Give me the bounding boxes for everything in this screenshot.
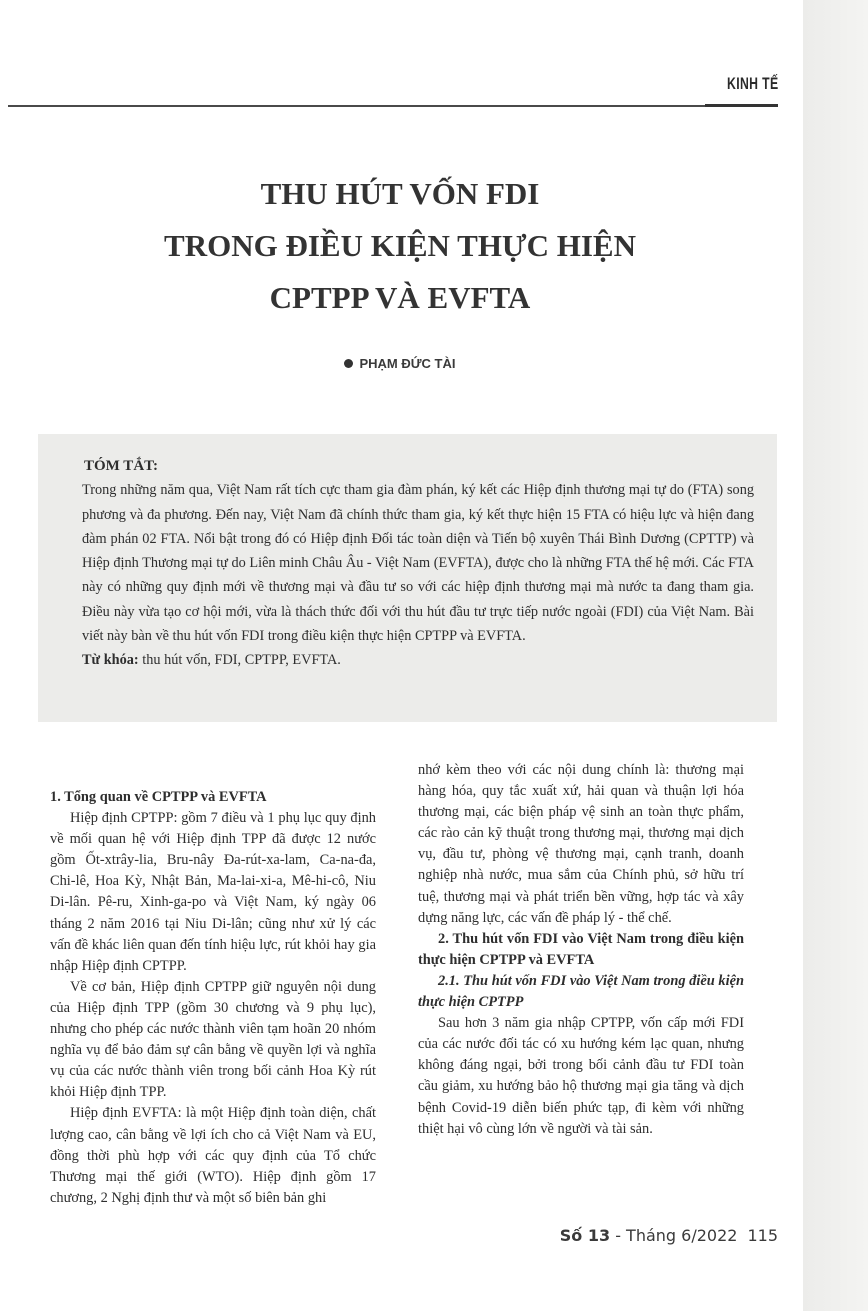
abstract-keywords xyxy=(82,648,754,672)
page-number: 115 xyxy=(747,1226,778,1245)
keywords-value: thu hút vốn, FDI, CPTPP, EVFTA. xyxy=(138,652,341,669)
section-label: KINH TẾ xyxy=(726,74,778,93)
keywords-label: Từ khóa: xyxy=(82,652,139,669)
body-column-left xyxy=(50,787,376,1209)
abstract-box xyxy=(38,434,777,722)
title-line-1: THU HÚT VỐN FDI xyxy=(260,176,540,211)
abstract-text: Trong những năm qua, Việt Nam rất tích cực tham gia đàm phán, ký kết các Hiệp định thương mại tự do (FTA) song phương và đa phương. Đến nay, Việt Nam đã chính thức tham gia, ký kết thực hiện 15 FTA có hiệu lực và hiện đang đàm phán 02 FTA. Nổi bật trong đó có Hiệp định Đối tác toàn diện và Tiến bộ xuyên Thái Bình Dương (CPTTP) và Hiệp định Thương mại tự do Liên minh Châu Âu - Việt Nam (EVFTA), được cho là những FTA thế hệ mới. Các FTA này có những quy định mới về thương mại và đầu tư so với các hiệp định thương mại mà nước ta đang tham gia. Điều này vừa tạo cơ hội mới, vừa là thách thức đối với thu hút đầu tư trực tiếp nước ngoài (FDI) của Việt Nam. Bài viết này bàn về thu hút vốn FDI trong điều kiện thực hiện CPTPP và EVFTA. xyxy=(82,482,754,645)
header-rule-accent xyxy=(705,104,778,107)
author-name: PHẠM ĐỨC TÀI xyxy=(359,356,456,371)
page-gutter xyxy=(803,0,868,1311)
paragraph-cptpp: Hiệp định CPTPP: gồm 7 điều và 1 phụ lục quy định về mối quan hệ với Hiệp định TPP đã được 12 nước gồm Ốt-xtrây-lia, Bru-nây Đa-rút-xa-lam, Ca-na-đa, Chi-lê, Hoa Kỳ, Nhật Bản, Ma-lai-xi-a, Mê-hi-cô, Niu Di-lân. Pê-ru, Xinh-ga-po và Việt Nam, ký ngày 06 tháng 2 năm 2016 tại Niu Di-lân; cũng như xử lý các vấn đề khác liên quan đến tính hiệu lực, rút khỏi hay gia nhập Hiệp định CPTPP. xyxy=(50,810,376,974)
author-byline xyxy=(0,356,800,371)
header-rule xyxy=(8,105,778,107)
paragraph-evfta: Hiệp định EVFTA: là một Hiệp định toàn diện, chất lượng cao, cân bằng về lợi ích cho cả Việt Nam và EU, đồng thời phù hợp với các quy định của Tổ chức Thương mại thế giới (WTO). Hiệp định gồm 17 chương, 2 Nghị định thư và một số biên bản ghi xyxy=(50,1105,376,1206)
paragraph-evfta-continued: nhớ kèm theo với các nội dung chính là: thương mại hàng hóa, quy tắc xuất xứ, hải quan và thuận lợi hóa thương mại, các biện pháp vệ sinh an toàn thực phẩm, các rào cản kỹ thuật trong thương mại, thương mại dịch vụ, đầu tư, phòng vệ thương mại, cạnh tranh, doanh nghiệp nhà nước, mua sắm của Chính phủ, sở hữu trí tuệ, thương mại và phát triển bền vững, hợp tác và xây dựng năng lực, các vấn đề pháp lý - thể chế. xyxy=(418,762,744,926)
issue-date: - Tháng 6/2022 xyxy=(610,1226,738,1245)
section-heading-2: 2. Thu hút vốn FDI vào Việt Nam trong điều kiện thực hiện CPTPP và EVFTA xyxy=(418,930,744,968)
subsection-heading-2-1: 2.1. Thu hút vốn FDI vào Việt Nam trong điều kiện thực hiện CPTPP xyxy=(418,972,744,1011)
issue-number: Số 13 xyxy=(559,1226,611,1245)
paragraph-cptpp-content: Về cơ bản, Hiệp định CPTPP giữ nguyên nội dung của Hiệp định TPP (gồm 30 chương và 9 phụ lục), nhưng cho phép các nước thành viên tạm hoãn 20 nhóm nghĩa vụ để bảo đảm sự cân bằng về quyền lợi và nghĩa vụ của các nước thành viên trong bối cảnh Hoa Kỳ rút khỏi Hiệp định TPP. xyxy=(50,978,376,1101)
title-line-3: CPTPP VÀ EVFTA xyxy=(269,280,531,315)
abstract-heading: TÓM TẮT: xyxy=(84,458,159,474)
section-heading-1: 1. Tổng quan về CPTPP và EVFTA xyxy=(50,789,267,805)
body-column-right xyxy=(418,760,744,1140)
article-title xyxy=(60,168,740,324)
page-footer xyxy=(560,1226,778,1245)
paragraph-fdi-cptpp: Sau hơn 3 năm gia nhập CPTPP, vốn cấp mới FDI của các nước đối tác có xu hướng kém lạc quan, nhưng không đáng ngại, bởi trong bối cảnh đầu tư FDI toàn cầu giảm, xu hướng bảo hộ thương mại gia tăng và dịch bệnh Covid-19 diễn biến phức tạp, đi kèm với những thiệt hại vô cùng lớn về người và tài sản. xyxy=(418,1015,744,1137)
bullet-icon xyxy=(344,359,353,368)
title-line-2: TRONG ĐIỀU KIỆN THỰC HIỆN xyxy=(164,228,636,263)
